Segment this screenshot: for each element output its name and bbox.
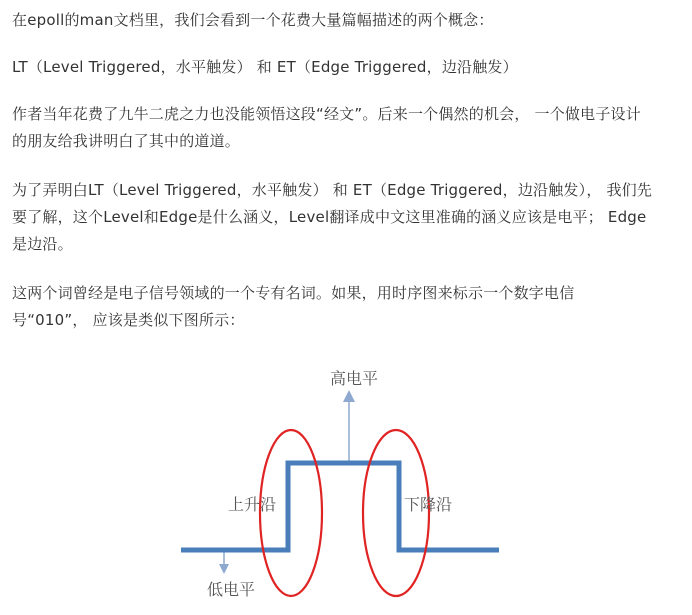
paragraph-line: 在epoll的man文档里，我们会看到一个花费大量篇幅描述的两个概念： <box>12 11 494 29</box>
timing-diagram-svg <box>0 358 692 611</box>
paragraph-line: LT（Level Triggered，水平触发） 和 ET（Edge Triggered，边沿触发） <box>12 58 518 76</box>
rising-edge-label: 上升沿 <box>227 495 277 514</box>
paragraph-line: 为了弄明白LT（Level Triggered，水平触发） 和 ET（Edge Triggered，边沿触发）， 我们先 <box>12 181 653 199</box>
paragraph-lt-et <box>12 54 518 81</box>
paragraph-timing-diagram-intro <box>12 280 574 334</box>
paragraph-level-edge <box>12 177 652 258</box>
paragraph-line: 要了解，这个Level和Edge是什么涵义，Level翻译成中文这里准确的涵义应该是电平； Edge <box>12 208 647 226</box>
low-level-arrowhead <box>219 564 229 574</box>
paragraph-line: 这两个词曾经是电子信号领域的一个专有名词。如果，用时序图来标示一个数字电信 <box>12 284 575 302</box>
paragraph-line: 的朋友给我讲明白了其中的道道。 <box>12 132 241 150</box>
timing-diagram <box>0 358 692 611</box>
high-level-label: 高电平 <box>329 369 379 388</box>
falling-edge-label: 下降沿 <box>403 495 453 514</box>
high-level-arrowhead <box>343 390 355 402</box>
paragraph-line: 是边沿。 <box>12 235 73 253</box>
paragraph-author-story <box>12 101 641 155</box>
paragraph-line: 号“010”， 应该是类似下图所示： <box>12 311 245 329</box>
paragraph-intro <box>12 7 494 34</box>
paragraph-line: 作者当年花费了九牛二虎之力也没能领悟这段“经文”。后来一个偶然的机会， 一个做电子设计 <box>12 105 641 123</box>
low-level-label: 低电平 <box>206 580 256 599</box>
